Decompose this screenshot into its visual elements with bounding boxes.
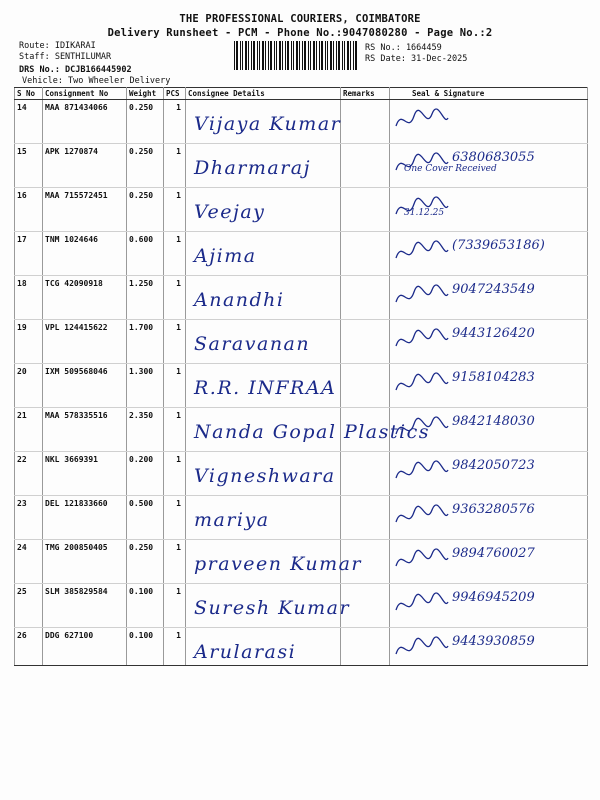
row-sno: 16 bbox=[15, 188, 43, 232]
barcode-image bbox=[233, 41, 359, 70]
row-consignee-cell bbox=[186, 188, 341, 232]
staff-label: Staff: SENTHILUMAR bbox=[19, 52, 112, 62]
signature-scribble bbox=[392, 456, 452, 490]
signature-scribble bbox=[392, 280, 452, 314]
col-consignee-header: Consignee Details bbox=[186, 88, 341, 100]
row-signature-cell bbox=[390, 496, 588, 540]
row-weight: 0.100 bbox=[127, 628, 164, 666]
row-signature-phone: 9363280576 bbox=[452, 502, 535, 517]
row-remarks bbox=[341, 452, 390, 496]
col-remarks-header: Remarks bbox=[341, 88, 390, 100]
row-remarks bbox=[341, 320, 390, 364]
row-weight: 0.250 bbox=[127, 188, 164, 232]
table-row bbox=[15, 364, 588, 408]
row-signature-phone: 9047243549 bbox=[452, 282, 535, 297]
row-consignment-no: VPL 124415622 bbox=[43, 320, 127, 364]
row-signature-note: 31.12.25 bbox=[404, 208, 445, 218]
row-consignee-handwritten: Arularasi bbox=[194, 641, 297, 663]
row-signature-cell bbox=[390, 628, 588, 666]
row-sno: 25 bbox=[15, 584, 43, 628]
row-remarks bbox=[341, 100, 390, 144]
row-signature-phone: 9894760027 bbox=[452, 546, 535, 561]
row-pcs: 1 bbox=[164, 188, 186, 232]
row-pcs: 1 bbox=[164, 364, 186, 408]
row-signature-phone: 9946945209 bbox=[452, 590, 535, 605]
row-consignee-cell bbox=[186, 144, 341, 188]
table-row bbox=[15, 188, 588, 232]
row-remarks bbox=[341, 188, 390, 232]
row-signature-phone: 9443930859 bbox=[452, 634, 535, 649]
row-consignee-handwritten: Nanda Gopal Plastics bbox=[194, 421, 430, 443]
table-row bbox=[15, 628, 588, 666]
col-pcs-header: PCS bbox=[164, 88, 186, 100]
row-consignee-cell bbox=[186, 364, 341, 408]
row-pcs: 1 bbox=[164, 144, 186, 188]
row-pcs: 1 bbox=[164, 452, 186, 496]
table-header-row bbox=[15, 88, 588, 100]
row-signature-cell bbox=[390, 100, 588, 144]
row-sno: 26 bbox=[15, 628, 43, 666]
col-consignment-header: Consignment No bbox=[43, 88, 127, 100]
table-row bbox=[15, 452, 588, 496]
row-consignee-handwritten: mariya bbox=[194, 509, 270, 531]
row-signature-cell bbox=[390, 188, 588, 232]
signature-scribble bbox=[392, 412, 452, 446]
row-weight: 0.200 bbox=[127, 452, 164, 496]
route-label: Route: IDIKARAI bbox=[19, 41, 96, 51]
row-sno: 23 bbox=[15, 496, 43, 540]
row-consignee-handwritten: R.R. INFRAA bbox=[194, 377, 337, 399]
row-weight: 2.350 bbox=[127, 408, 164, 452]
col-weight-header: Weight bbox=[127, 88, 164, 100]
table-row bbox=[15, 584, 588, 628]
row-pcs: 1 bbox=[164, 276, 186, 320]
row-pcs: 1 bbox=[164, 628, 186, 666]
row-signature-phone: 9842148030 bbox=[452, 414, 535, 429]
table-row bbox=[15, 100, 588, 144]
row-weight: 1.250 bbox=[127, 276, 164, 320]
table-row bbox=[15, 276, 588, 320]
row-remarks bbox=[341, 276, 390, 320]
table-row bbox=[15, 540, 588, 584]
row-consignee-handwritten: Dharmaraj bbox=[194, 157, 312, 179]
row-pcs: 1 bbox=[164, 320, 186, 364]
row-consignee-cell bbox=[186, 496, 341, 540]
table-row bbox=[15, 144, 588, 188]
row-consignment-no: NKL 3669391 bbox=[43, 452, 127, 496]
row-signature-cell bbox=[390, 584, 588, 628]
row-remarks bbox=[341, 496, 390, 540]
drs-number: DRS No.: DCJB166445902 bbox=[19, 65, 132, 75]
row-weight: 0.250 bbox=[127, 540, 164, 584]
row-sno: 14 bbox=[15, 100, 43, 144]
row-signature-cell bbox=[390, 364, 588, 408]
row-consignment-no: MAA 578335516 bbox=[43, 408, 127, 452]
row-consignee-handwritten: Veejay bbox=[194, 201, 266, 223]
row-consignee-cell bbox=[186, 408, 430, 452]
row-remarks bbox=[341, 144, 390, 188]
row-weight: 0.250 bbox=[127, 144, 164, 188]
row-consignment-no: APK 1270874 bbox=[43, 144, 127, 188]
row-weight: 0.250 bbox=[127, 100, 164, 144]
signature-scribble bbox=[392, 544, 452, 578]
row-signature-phone: 9842050723 bbox=[452, 458, 535, 473]
row-pcs: 1 bbox=[164, 540, 186, 584]
rs-date: RS Date: 31-Dec-2025 bbox=[365, 54, 468, 64]
row-signature-cell bbox=[390, 320, 588, 364]
signature-scribble bbox=[392, 588, 452, 622]
row-sno: 18 bbox=[15, 276, 43, 320]
table-row bbox=[15, 320, 588, 364]
row-consignee-cell bbox=[186, 232, 341, 276]
runsheet-table bbox=[14, 87, 588, 666]
vehicle-label: Vehicle: Two Wheeler Delivery bbox=[22, 76, 171, 86]
row-consignee-cell bbox=[186, 320, 341, 364]
row-consignee-cell bbox=[186, 584, 351, 628]
row-signature-note: One Cover Received bbox=[404, 164, 497, 174]
row-signature-phone: 9158104283 bbox=[452, 370, 535, 385]
signature-scribble bbox=[392, 368, 452, 402]
table-row bbox=[15, 496, 588, 540]
row-consignment-no: SLM 385829584 bbox=[43, 584, 127, 628]
row-weight: 0.500 bbox=[127, 496, 164, 540]
row-signature-cell bbox=[390, 232, 588, 276]
row-pcs: 1 bbox=[164, 100, 186, 144]
row-consignee-cell bbox=[186, 628, 341, 666]
signature-scribble bbox=[392, 236, 452, 270]
row-consignment-no: DDG 627100 bbox=[43, 628, 127, 666]
row-signature-cell bbox=[390, 144, 588, 188]
row-consignee-cell bbox=[186, 452, 341, 496]
row-consignee-handwritten: praveen Kumar bbox=[194, 553, 363, 575]
row-consignee-handwritten: Saravanan bbox=[194, 333, 311, 355]
row-signature-phone: (7339653186) bbox=[452, 238, 545, 253]
row-consignment-no: DEL 121833660 bbox=[43, 496, 127, 540]
col-signature-header: Seal & Signature bbox=[390, 88, 588, 100]
row-consignment-no: TNM 1024646 bbox=[43, 232, 127, 276]
signature-scribble bbox=[392, 500, 452, 534]
row-consignment-no: MAA 871434066 bbox=[43, 100, 127, 144]
table-row bbox=[15, 408, 588, 452]
row-signature-cell bbox=[390, 452, 588, 496]
row-consignee-handwritten: Suresh Kumar bbox=[194, 597, 351, 619]
row-sno: 19 bbox=[15, 320, 43, 364]
row-remarks bbox=[341, 364, 390, 408]
row-consignee-cell bbox=[186, 540, 363, 584]
row-sno: 21 bbox=[15, 408, 43, 452]
row-weight: 0.600 bbox=[127, 232, 164, 276]
signature-scribble bbox=[392, 632, 452, 666]
row-remarks bbox=[341, 628, 390, 666]
row-consignee-handwritten: Vigneshwara bbox=[194, 465, 336, 487]
col-sno-header: S No bbox=[15, 88, 43, 100]
company-title: THE PROFESSIONAL COURIERS, COIMBATORE bbox=[179, 13, 421, 25]
rs-number: RS No.: 1664459 bbox=[365, 43, 442, 53]
row-pcs: 1 bbox=[164, 408, 186, 452]
row-signature-cell bbox=[390, 408, 588, 452]
row-consignment-no: MAA 715572451 bbox=[43, 188, 127, 232]
row-remarks bbox=[341, 232, 390, 276]
row-sno: 15 bbox=[15, 144, 43, 188]
row-consignee-handwritten: Vijaya Kumar bbox=[194, 113, 342, 135]
row-consignee-handwritten: Ajima bbox=[194, 245, 257, 267]
row-sno: 20 bbox=[15, 364, 43, 408]
row-sno: 22 bbox=[15, 452, 43, 496]
row-weight: 1.700 bbox=[127, 320, 164, 364]
row-signature-cell bbox=[390, 276, 588, 320]
signature-scribble bbox=[392, 104, 452, 138]
row-weight: 0.100 bbox=[127, 584, 164, 628]
row-consignment-no: TMG 200850405 bbox=[43, 540, 127, 584]
row-consignment-no: IXM 509568046 bbox=[43, 364, 127, 408]
row-sno: 24 bbox=[15, 540, 43, 584]
row-signature-phone: 6380683055 bbox=[452, 150, 535, 165]
runsheet-subtitle: Delivery Runsheet - PCM - Phone No.:9047080280 - Page No.:2 bbox=[107, 27, 493, 39]
row-consignment-no: TCG 42090918 bbox=[43, 276, 127, 320]
row-pcs: 1 bbox=[164, 232, 186, 276]
row-pcs: 1 bbox=[164, 584, 186, 628]
signature-scribble bbox=[392, 324, 452, 358]
row-pcs: 1 bbox=[164, 496, 186, 540]
row-consignee-handwritten: Anandhi bbox=[194, 289, 285, 311]
row-signature-phone: 9443126420 bbox=[452, 326, 535, 341]
row-consignee-cell bbox=[186, 276, 341, 320]
row-weight: 1.300 bbox=[127, 364, 164, 408]
table-row bbox=[15, 232, 588, 276]
row-signature-cell bbox=[390, 540, 588, 584]
row-sno: 17 bbox=[15, 232, 43, 276]
row-consignee-cell bbox=[186, 100, 341, 144]
